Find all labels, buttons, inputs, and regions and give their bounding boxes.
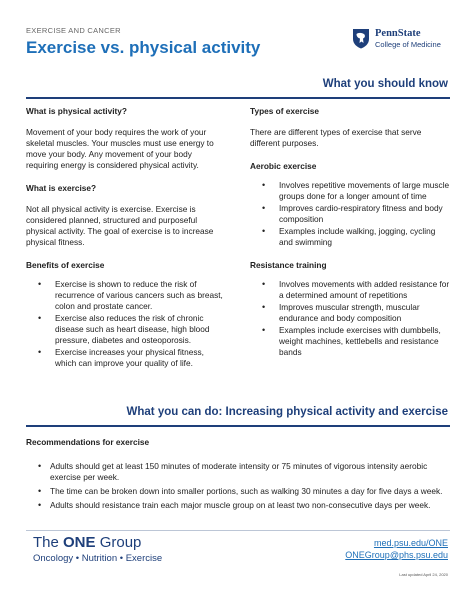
recommendations-list [26,461,450,511]
divider [26,425,450,427]
aerobic-heading: Aerobic exercise [250,161,317,171]
website-link[interactable]: med.psu.edu/ONE [373,538,448,548]
list-item: • Exercise is shown to reduce the risk of recurrence of various cancers such as breast, colon and prostate cancer. [26,279,226,312]
divider [26,97,450,99]
list-item: • Improves cardio-respiratory fitness and body composition [250,203,450,225]
left-column [26,106,226,381]
footer-links [345,537,448,561]
aerobic-list [250,180,450,248]
pennstate-logo[interactable] [352,28,441,49]
page-title: Exercise vs. physical activity [26,38,261,57]
recommendations [26,437,450,514]
question-exercise: What is exercise? [26,183,97,193]
types-heading: Types of exercise [250,106,320,116]
section-heading-what-you-can-do: What you can do: Increasing physical activity and exercise [126,406,448,418]
benefits-list [26,279,226,369]
logo-subtitle: College of Medicine [375,39,441,49]
recommendations-heading: Recommendations for exercise [26,437,150,447]
types-text: There are different types of exercise that serve different purposes. [250,127,422,148]
list-item: • Examples include exercises with dumbbells, weight machines, kettlebells and resistance bands [250,325,450,358]
email-link[interactable]: ONEGroup@phs.psu.edu [345,550,448,560]
list-item: • Adults should get at least 150 minutes of moderate intensity or 75 minutes of vigorous intensity aerobic exercise per week. [26,461,450,483]
right-column [250,106,450,370]
one-group-logo [33,534,162,564]
list-item: • The time can be broken down into smaller portions, such as walking 30 minutes a day for five days a week. [26,486,450,497]
list-item: • Exercise increases your physical fitness, which can improve your quality of life. [26,347,226,369]
kicker: EXERCISE AND CANCER [26,26,121,35]
resistance-list [250,279,450,358]
section-heading-know: What you should know [322,78,448,90]
list-item: • Exercise also reduces the risk of chronic disease such as heart disease, high blood pressure, diabetes and osteoporosis. [26,313,226,346]
logo-name: PennState [375,28,421,39]
question-physical-activity: What is physical activity? [26,106,127,116]
brand-prefix: The [33,534,64,551]
list-item: • Involves repetitive movements of large muscle groups done for a longer amount of time [250,180,450,202]
answer-physical-activity: Movement of your body requires the work of your skeletal muscles. Your muscles must use energy to move your body. Any movement of your body requiring energy is considered physical activity. [26,127,214,170]
list-item: • Adults should resistance train each major muscle group on at least two non-consecutive days per week. [26,500,450,511]
list-item: • Involves movements with added resistance for a determined amount of repetitions [250,279,450,301]
resistance-heading: Resistance training [250,260,327,270]
list-item: • Improves muscular strength, muscular endurance and body composition [250,302,450,324]
brand-tagline: Oncology • Nutrition • Exercise [33,553,163,564]
shield-icon [352,28,370,49]
answer-exercise: Not all physical activity is exercise. Exercise is considered planned, structured and purposeful physical activity. The goal of exercise is to increase physical fitness. [26,204,214,247]
footer-divider [26,530,450,531]
brand-strong: ONE [63,534,96,551]
brand-suffix: Group [95,534,142,551]
list-item: • Examples include walking, jogging, cycling and swimming [250,226,450,248]
benefits-heading: Benefits of exercise [26,260,105,270]
last-updated: Last updated April 24, 2020 [399,572,448,577]
